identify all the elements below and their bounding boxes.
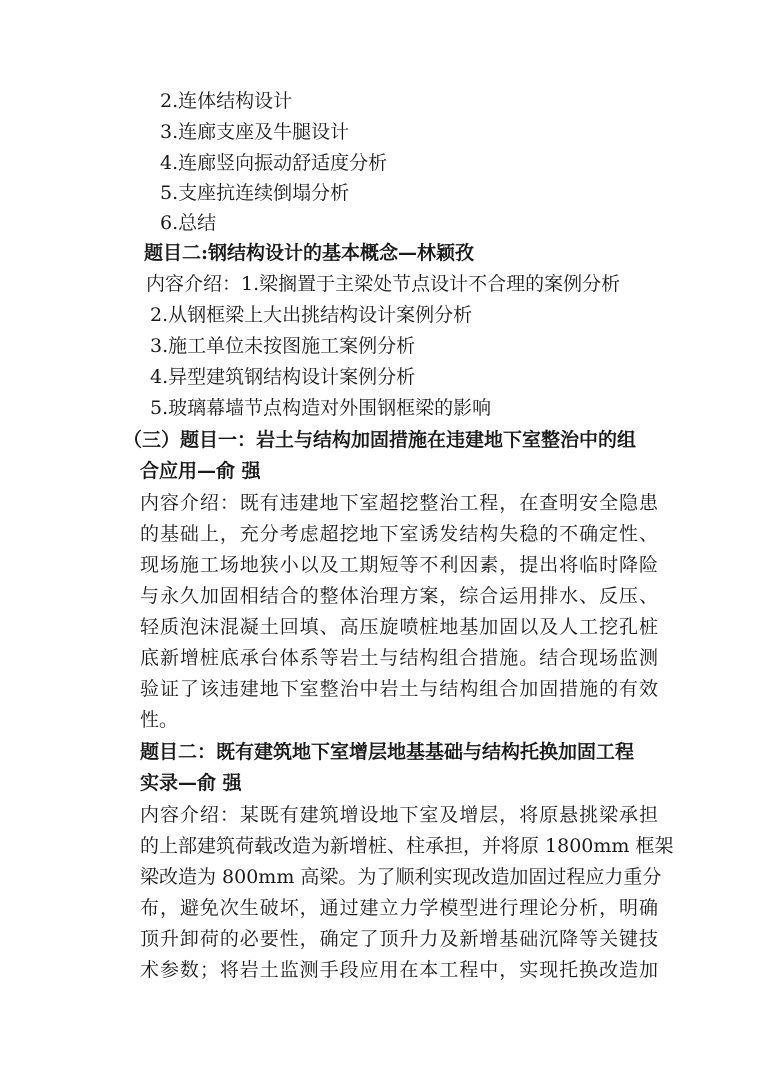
list-item: 3.连廊支座及牛腿设计: [160, 121, 350, 143]
paragraph-line: 内容介绍：某既有建筑增设地下室及增层，将原悬挑梁承担: [140, 804, 658, 826]
paragraph-line: 验证了该违建地下室整治中岩土与结构组合加固措施的有效: [140, 678, 658, 700]
paragraph-line: 内容介绍：既有违建地下室超挖整治工程，在查明安全隐患: [140, 492, 658, 514]
paragraph-line: 轻质泡沫混凝土回填、高压旋喷桩地基加固以及人工挖孔桩: [140, 616, 658, 638]
section-heading-continued: 合应用—俞 强: [140, 460, 261, 482]
topic-heading-continued: 实录—俞 强: [140, 772, 242, 794]
paragraph-line: 术参数；将岩土监测手段应用在本工程中，实现托换改造加: [140, 959, 658, 981]
intro-line: 内容介绍：1.梁搁置于主梁处节点设计不合理的案例分析: [146, 273, 621, 295]
list-item: 2.连体结构设计: [160, 90, 293, 112]
paragraph-line: 性。: [140, 709, 179, 731]
list-item: 4.异型建筑钢结构设计案例分析: [150, 366, 416, 388]
list-item: 6.总结: [160, 212, 217, 234]
list-item: 3.施工单位未按图施工案例分析: [150, 335, 416, 357]
list-item: 5.支座抗连续倒塌分析: [160, 182, 350, 204]
section-heading: （三）题目一：岩土与结构加固措施在违建地下室整治中的组: [123, 429, 637, 451]
paragraph-line: 底新增桩底承台体系等岩土与结构组合措施。结合现场监测: [140, 647, 658, 669]
topic-heading: 题目二：既有建筑地下室增层地基基础与结构托换加固工程: [140, 741, 635, 763]
paragraph-line: 现场施工场地狭小以及工期短等不利因素，提出将临时降险: [140, 554, 658, 576]
list-item: 2.从钢框梁上大出挑结构设计案例分析: [150, 304, 473, 326]
list-item: 5.玻璃幕墙节点构造对外围钢框梁的影响: [150, 397, 492, 419]
paragraph-line: 梁改造为 800mm 高梁。为了顺利实现改造加固过程应力重分: [140, 866, 662, 888]
paragraph-line: 的基础上，充分考虑超挖地下室诱发结构失稳的不确定性、: [140, 523, 658, 545]
list-item: 4.连廊竖向振动舒适度分析: [160, 152, 388, 174]
paragraph-line: 与永久加固相结合的整体治理方案，综合运用排水、反压、: [140, 585, 658, 607]
paragraph-line: 布，避免次生破坏，通过建立力学模型进行理论分析，明确: [140, 897, 658, 919]
paragraph-line: 的上部建筑荷载改造为新增桩、柱承担，并将原 1800mm 框架: [140, 835, 674, 857]
paragraph-line: 顶升卸荷的必要性，确定了顶升力及新增基础沉降等关键技: [140, 928, 658, 950]
topic-heading: 题目二:钢结构设计的基本概念—林颖孜: [144, 242, 475, 264]
